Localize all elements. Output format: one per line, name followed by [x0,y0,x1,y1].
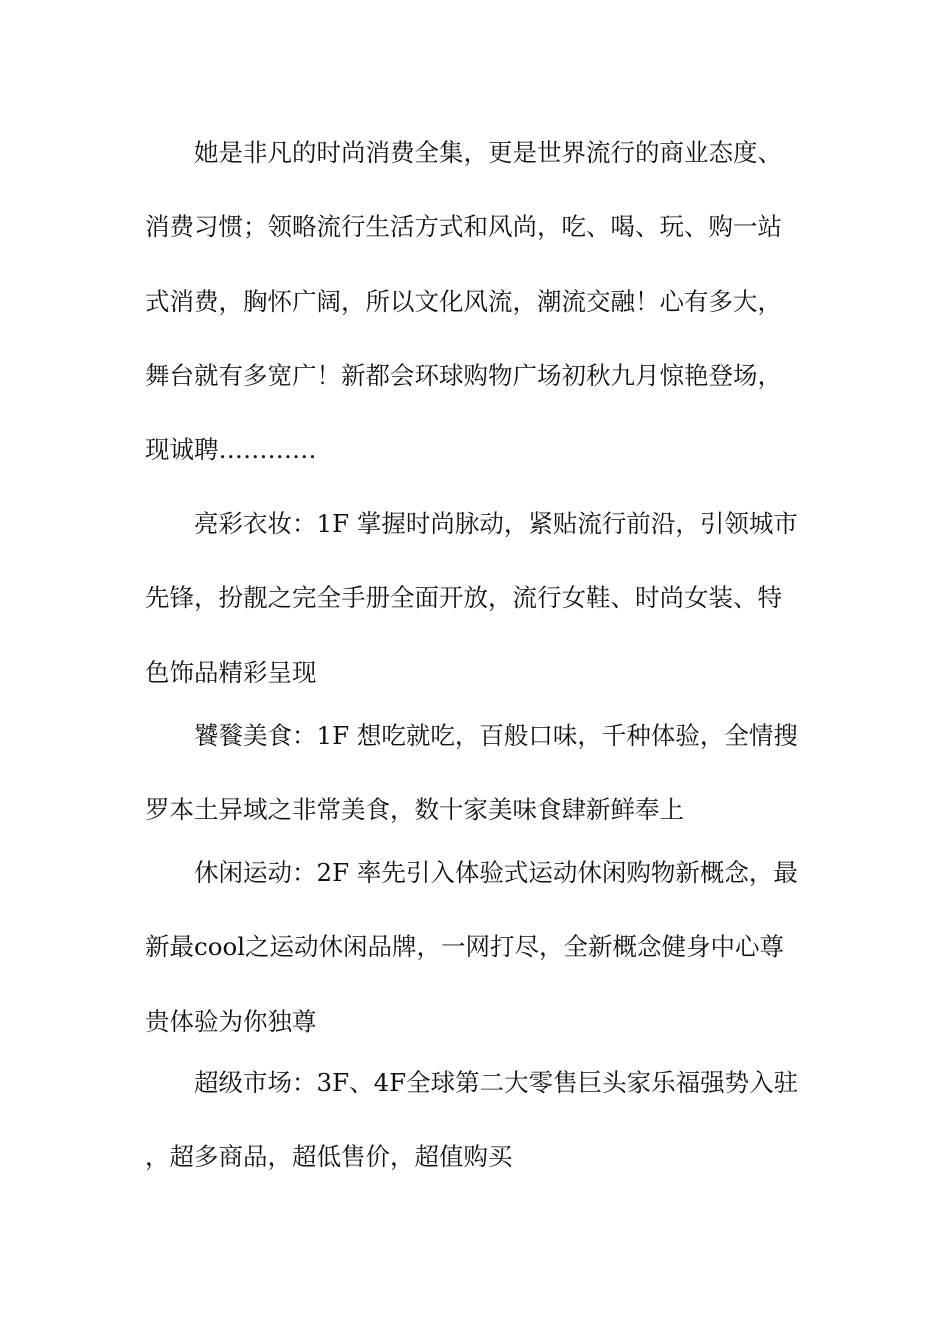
intro-paragraph: 她是非凡的时尚消费全集，更是世界流行的商业态度、消费习惯；领略流行生活方式和风尚，吃、喝、玩、购一站式消费，胸怀广阔，所以文化风流，潮流交融！心有多大，舞台就有多宽广！新都会环球购物广场初秋九月惊艳登场，现诚聘………… [145,138,782,465]
fashion-floor-paragraph: 亮彩衣妆：1F 掌握时尚脉动，紧贴流行前沿，引领城市先锋，扮靓之完全手册全面开放，流行女鞋、时尚女装、特色饰品精彩呈现 [145,509,798,687]
supermarket-floor-paragraph: 超级市场：3F、4F全球第二大零售巨头家乐福强势入驻，超多商品，超低售价，超值购买 [145,1068,799,1172]
food-floor-paragraph: 饕餮美食：1F 想吃就吃，百般口味，千种体验，全情搜罗本土异域之非常美食，数十家美味食肆新鲜奉上 [145,721,798,825]
sports-floor-paragraph: 休闲运动：2F 率先引入体验式运动休闲购物新概念，最新最cool之运动休闲品牌，一网打尽，全新概念健身中心尊贵体验为你独尊 [145,858,798,1036]
